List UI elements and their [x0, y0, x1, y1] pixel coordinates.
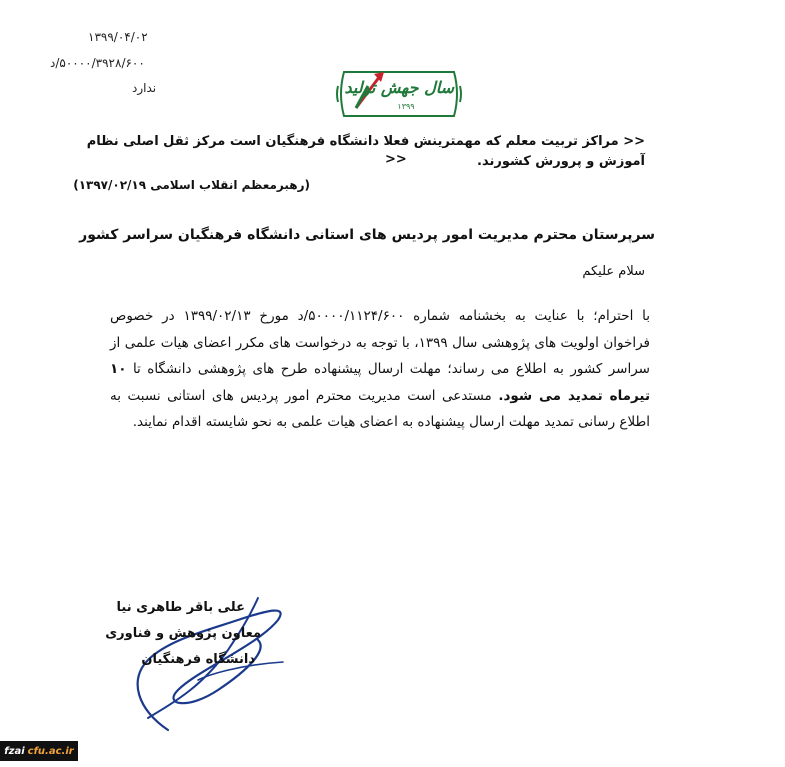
logo-year: ۱۳۹۹	[397, 102, 415, 111]
signatory-title: معاون پژوهش و فناوری	[105, 626, 261, 641]
leader-quote-source: (رهبرمعظم انقلاب اسلامی ۱۳۹۷/۰۲/۱۹)	[73, 178, 310, 192]
watermark-prefix: fzai	[4, 745, 25, 757]
letter-date: ۱۳۹۹/۰۴/۰۲	[88, 30, 148, 44]
letter-number: ۵۰۰۰۰/۳۹۲۸/۶۰۰/د	[50, 56, 145, 70]
logo-slogan-text: سال جهش تولید	[344, 78, 454, 97]
watermark-domain: cfu.ac.ir	[27, 745, 74, 757]
site-watermark	[0, 741, 78, 761]
signatory-name: علی باقر طاهری نیا	[116, 600, 245, 615]
year-slogan-logo	[334, 64, 464, 124]
letter-attachment: ندارد	[132, 81, 157, 95]
letter-body-part2: مستدعی است مدیریت محترم امور پردیس های استانی نسبت به اطلاع رسانی تمدید مهلت ارسال پیشنهاده به اعضای هیات علمی به نحو شایسته اقدام نمایند.	[110, 387, 650, 430]
letter-body-part1: با احترام؛ با عنایت به بخشنامه شماره ۵۰۰۰۰/۱۱۲۴/۶۰۰/د مورخ ۱۳۹۹/۰۲/۱۳ در خصوص فراخوان اولویت های پژوهشی سال ۱۳۹۹، با توجه به درخواست های مکرر اعضای هیات علمی از سراسر کشور به اطلاع می رساند؛ مهلت ارسال پیشنهاده طرح های پژوهشی دانشگاه تا	[110, 308, 650, 377]
letter-body	[110, 303, 650, 436]
signatory-organization: دانشگاه فرهنگیان	[141, 652, 255, 667]
letter-greeting: سلام علیکم	[582, 264, 645, 279]
letter-body-highlight: ۱۰ تیرماه تمدید می شود.	[110, 361, 651, 404]
letter-addressee: سرپرستان محترم مدیریت امور پردیس های استانی دانشگاه فرهنگیان سراسر کشور	[79, 227, 655, 243]
leader-quote: << مراکز تربیت معلم که مهمترینش فعلا دانشگاه فرهنگیان است مرکز ثقل اصلی نظام آموزش و پرورش کشورند.	[86, 134, 645, 169]
leader-quote-close: >>	[385, 152, 407, 167]
